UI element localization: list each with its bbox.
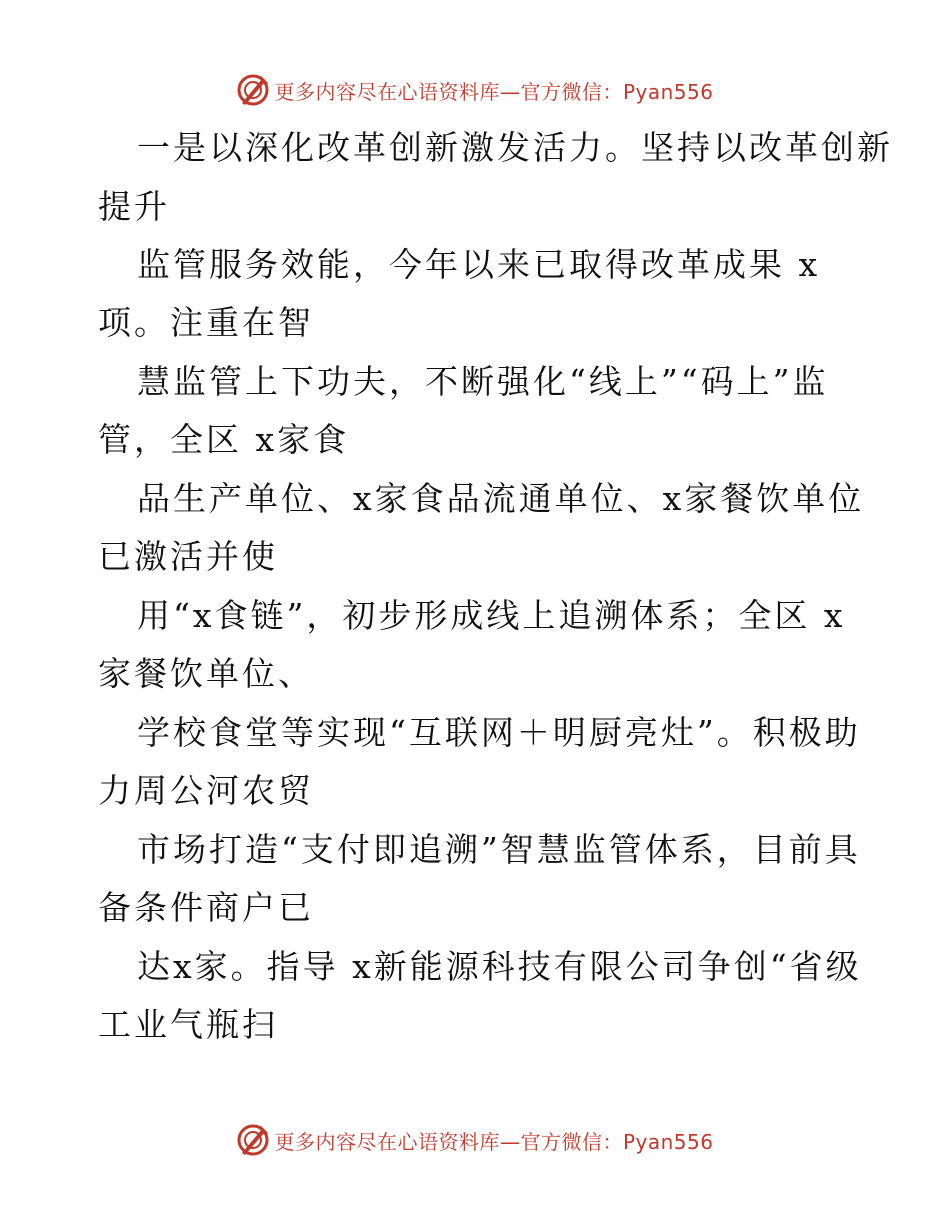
body-line: 监管服务效能，今年以来已取得改革成果 x: [137, 245, 821, 284]
pen-nib-seal-icon: [236, 1123, 270, 1157]
body-line: 已激活并使: [98, 537, 278, 576]
body-line: 慧监管上下功夫，不断强化“线上”“码上”监: [137, 362, 829, 401]
body-line: 学校食堂等实现“互联网＋明厨亮灶”。积极助: [137, 713, 861, 752]
body-line: 备条件商户已: [98, 888, 314, 927]
footer-watermark-banner: [0, 1120, 950, 1160]
footer-watermark-text: 更多内容尽在心语资料库—官方微信：Pyan556: [274, 1129, 714, 1154]
body-line: 工业气瓶扫: [98, 1005, 278, 1044]
header-watermark-text: 更多内容尽在心语资料库—官方微信：Pyan556: [274, 79, 714, 104]
body-line: 达x家。指导 x新能源科技有限公司争创“省级: [137, 947, 862, 986]
pen-nib-seal-icon: [236, 73, 270, 107]
body-line: 家餐饮单位、: [98, 654, 314, 693]
header-watermark-banner: [0, 70, 950, 110]
body-line: 用“x食链”，初步形成线上追溯体系；全区 x: [137, 596, 846, 635]
body-line: 项。注重在智: [98, 303, 314, 342]
body-line: 市场打造“支付即追溯”智慧监管体系，目前具: [137, 830, 861, 869]
body-line: 力周公河农贸: [98, 771, 314, 810]
body-line: 一是以深化改革创新激发活力。坚持以改革创新: [137, 128, 893, 167]
body-line: 管，全区 x家食: [98, 420, 350, 459]
body-line: 品生产单位、x家食品流通单位、x家餐饮单位: [137, 479, 865, 518]
body-line: 提升: [98, 187, 170, 226]
